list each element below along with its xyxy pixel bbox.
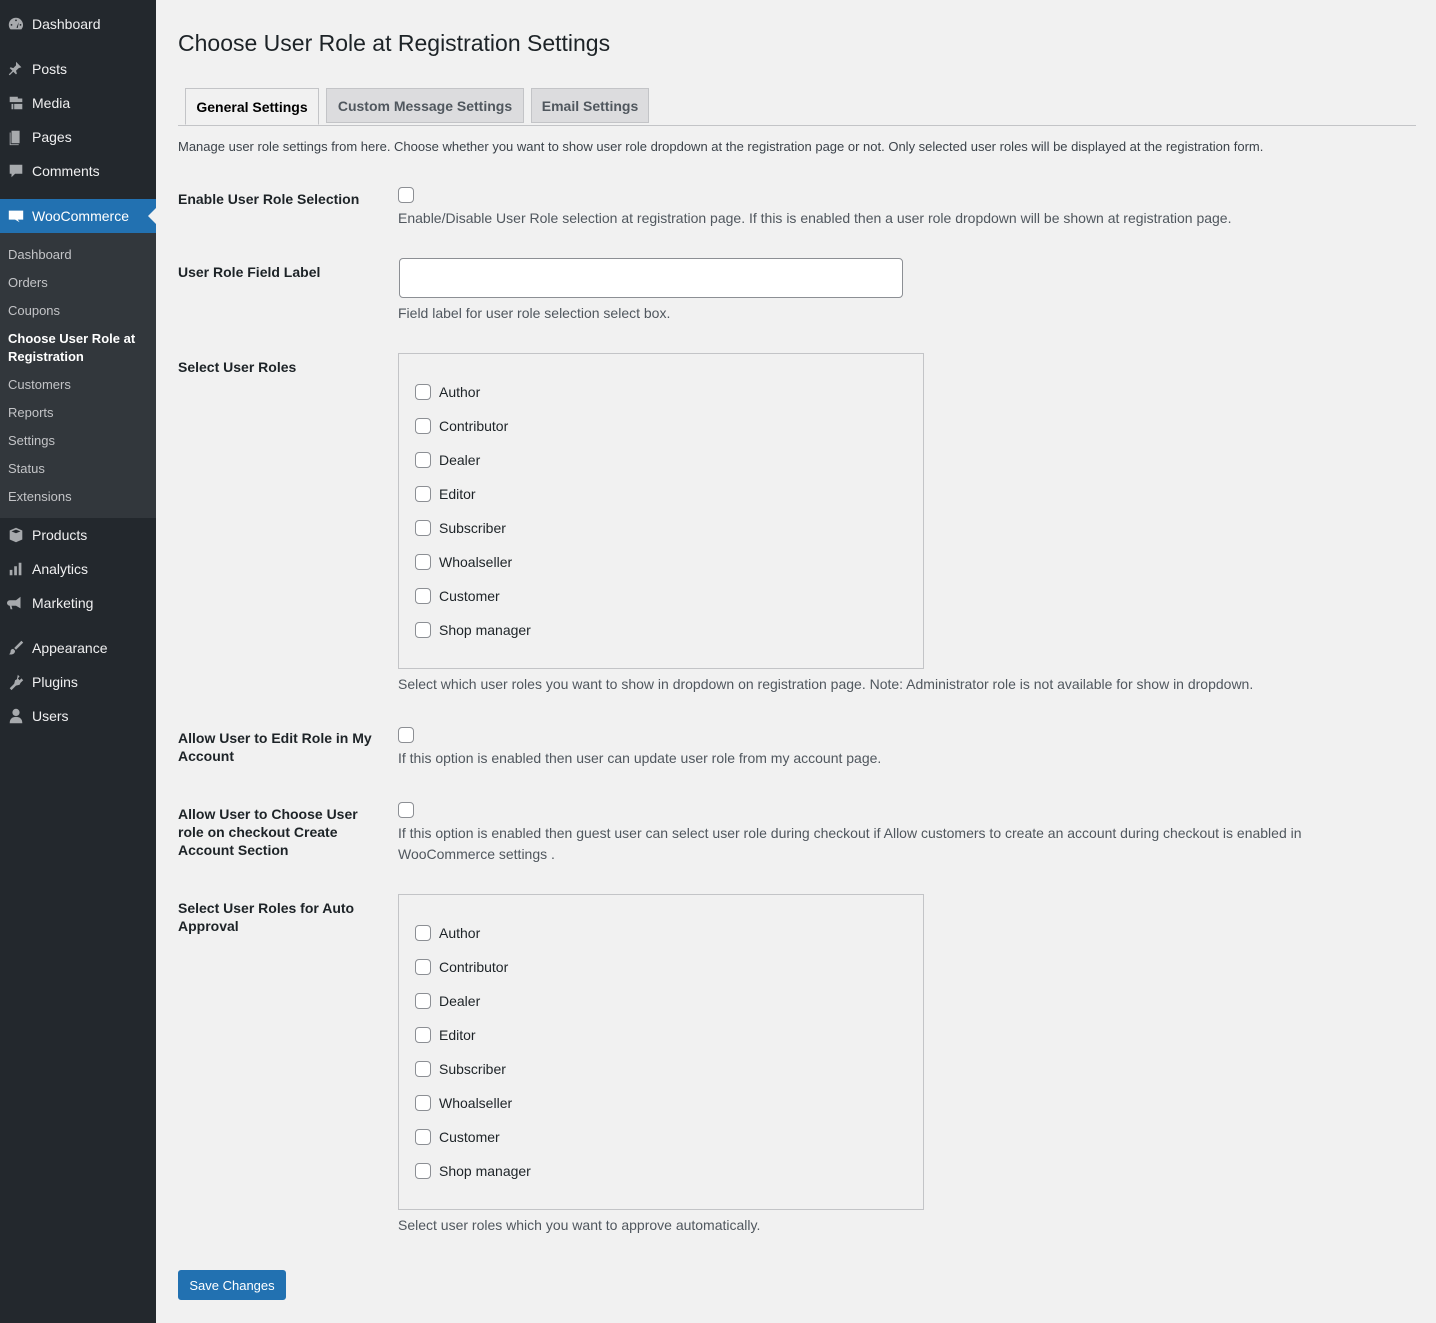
current-menu-arrow <box>148 208 156 224</box>
comment-icon <box>0 162 32 180</box>
select-roles-desc: Select which user roles you want to show in dropdown on registration page. Note: Administrator role is not available for show in dropdown. <box>398 676 1254 692</box>
tab-general-settings[interactable]: General Settings <box>185 88 319 125</box>
role-option-author[interactable]: Author <box>415 382 480 402</box>
auto-role-option-contributor[interactable]: Contributor <box>415 957 508 977</box>
auto-role-option-author[interactable]: Author <box>415 923 480 943</box>
submenu-orders[interactable]: Orders <box>8 275 48 290</box>
submenu-status[interactable]: Status <box>8 461 45 476</box>
plug-icon <box>0 673 32 691</box>
tab-email-settings[interactable]: Email Settings <box>531 88 649 123</box>
role-checkbox[interactable] <box>415 554 431 570</box>
pin-icon <box>0 60 32 78</box>
enable-role-label: Enable User Role Selection <box>178 191 360 207</box>
role-option-contributor[interactable]: Contributor <box>415 416 508 436</box>
submenu-reports[interactable]: Reports <box>8 405 54 420</box>
role-checkbox[interactable] <box>415 622 431 638</box>
checkout-role-desc: If this option is enabled then guest user can select user role during checkout if Allow customers to create an account during checkout is enabled in WooCommerce settings . <box>398 825 1302 862</box>
menu-products[interactable]: Products <box>0 518 156 552</box>
checkout-role-checkbox[interactable] <box>398 802 414 818</box>
menu-marketing[interactable]: Marketing <box>0 586 156 620</box>
role-checkbox[interactable] <box>415 993 431 1009</box>
enable-role-desc: Enable/Disable User Role selection at registration page. If this is enabled then a user role dropdown will be shown at registration page. <box>398 210 1232 226</box>
auto-role-option-shop-manager[interactable]: Shop manager <box>415 1161 531 1181</box>
role-checkbox[interactable] <box>415 1061 431 1077</box>
auto-role-option-dealer[interactable]: Dealer <box>415 991 480 1011</box>
menu-appearance[interactable]: Appearance <box>0 631 156 665</box>
media-icon <box>0 94 32 112</box>
role-option-dealer[interactable]: Dealer <box>415 450 480 470</box>
role-option-shop-manager[interactable]: Shop manager <box>415 620 531 640</box>
edit-role-label: Allow User to Edit Role in My Account <box>178 730 372 764</box>
tab-custom-message-settings[interactable]: Custom Message Settings <box>326 88 524 123</box>
auto-approval-desc: Select user roles which you want to approve automatically. <box>398 1217 761 1233</box>
user-icon <box>0 707 32 725</box>
role-checkbox[interactable] <box>415 1095 431 1111</box>
role-option-customer[interactable]: Customer <box>415 586 500 606</box>
select-roles-label: Select User Roles <box>178 359 297 375</box>
role-checkbox[interactable] <box>415 452 431 468</box>
menu-pages[interactable]: Pages <box>0 120 156 154</box>
submenu-coupons[interactable]: Coupons <box>8 303 61 318</box>
field-label-input[interactable] <box>399 258 903 298</box>
brush-icon <box>0 639 32 657</box>
menu-users[interactable]: Users <box>0 699 156 733</box>
role-checkbox[interactable] <box>415 1129 431 1145</box>
woocommerce-submenu <box>0 233 156 518</box>
enable-role-checkbox[interactable] <box>398 187 414 203</box>
field-label-label: User Role Field Label <box>178 264 321 280</box>
woo-icon <box>0 207 32 225</box>
megaphone-icon <box>0 594 32 612</box>
edit-role-checkbox[interactable] <box>398 727 414 743</box>
role-checkbox[interactable] <box>415 588 431 604</box>
intro-text: Manage user role settings from here. Choose whether you want to show user role dropdown at the registration page or not. Only selected user roles will be displayed at the registration form. <box>178 139 1264 154</box>
submenu-dashboard[interactable]: Dashboard <box>8 247 72 262</box>
submenu-extensions[interactable]: Extensions <box>8 489 72 504</box>
role-checkbox[interactable] <box>415 418 431 434</box>
menu-dashboard[interactable]: Dashboard <box>0 7 156 41</box>
settings-tabs <box>178 88 1416 126</box>
menu-woocommerce[interactable]: WooCommerce <box>0 199 156 233</box>
auto-approval-label: Select User Roles for Auto Approval <box>178 900 355 934</box>
auto-role-option-editor[interactable]: Editor <box>415 1025 476 1045</box>
role-checkbox[interactable] <box>415 959 431 975</box>
role-checkbox[interactable] <box>415 925 431 941</box>
box-icon <box>0 526 32 544</box>
auto-approval-box <box>398 894 924 1210</box>
submenu-settings[interactable]: Settings <box>8 433 55 448</box>
auto-role-option-customer[interactable]: Customer <box>415 1127 500 1147</box>
submenu-choose-user-role[interactable]: Choose User Role at Registration <box>8 331 136 364</box>
pages-icon <box>0 128 32 146</box>
admin-sidebar <box>0 0 156 1323</box>
auto-role-option-subscriber[interactable]: Subscriber <box>415 1059 506 1079</box>
save-changes-button[interactable]: Save Changes <box>178 1270 286 1300</box>
role-checkbox[interactable] <box>415 1163 431 1179</box>
role-option-subscriber[interactable]: Subscriber <box>415 518 506 538</box>
role-checkbox[interactable] <box>415 520 431 536</box>
menu-plugins[interactable]: Plugins <box>0 665 156 699</box>
menu-comments[interactable]: Comments <box>0 154 156 188</box>
page-title: Choose User Role at Registration Settings <box>178 30 611 56</box>
menu-analytics[interactable]: Analytics <box>0 552 156 586</box>
auto-role-option-whoalseller[interactable]: Whoalseller <box>415 1093 512 1113</box>
dashboard-icon <box>0 15 32 33</box>
role-checkbox[interactable] <box>415 384 431 400</box>
menu-media[interactable]: Media <box>0 86 156 120</box>
submenu-customers[interactable]: Customers <box>8 377 71 392</box>
role-checkbox[interactable] <box>415 486 431 502</box>
edit-role-desc: If this option is enabled then user can update user role from my account page. <box>398 750 882 766</box>
role-checkbox[interactable] <box>415 1027 431 1043</box>
checkout-role-label: Allow User to Choose User role on checkout Create Account Section <box>178 806 358 858</box>
role-option-editor[interactable]: Editor <box>415 484 476 504</box>
select-roles-box <box>398 353 924 669</box>
menu-posts[interactable]: Posts <box>0 52 156 86</box>
bar-chart-icon <box>0 560 32 578</box>
field-label-desc: Field label for user role selection select box. <box>398 305 671 321</box>
role-option-whoalseller[interactable]: Whoalseller <box>415 552 512 572</box>
